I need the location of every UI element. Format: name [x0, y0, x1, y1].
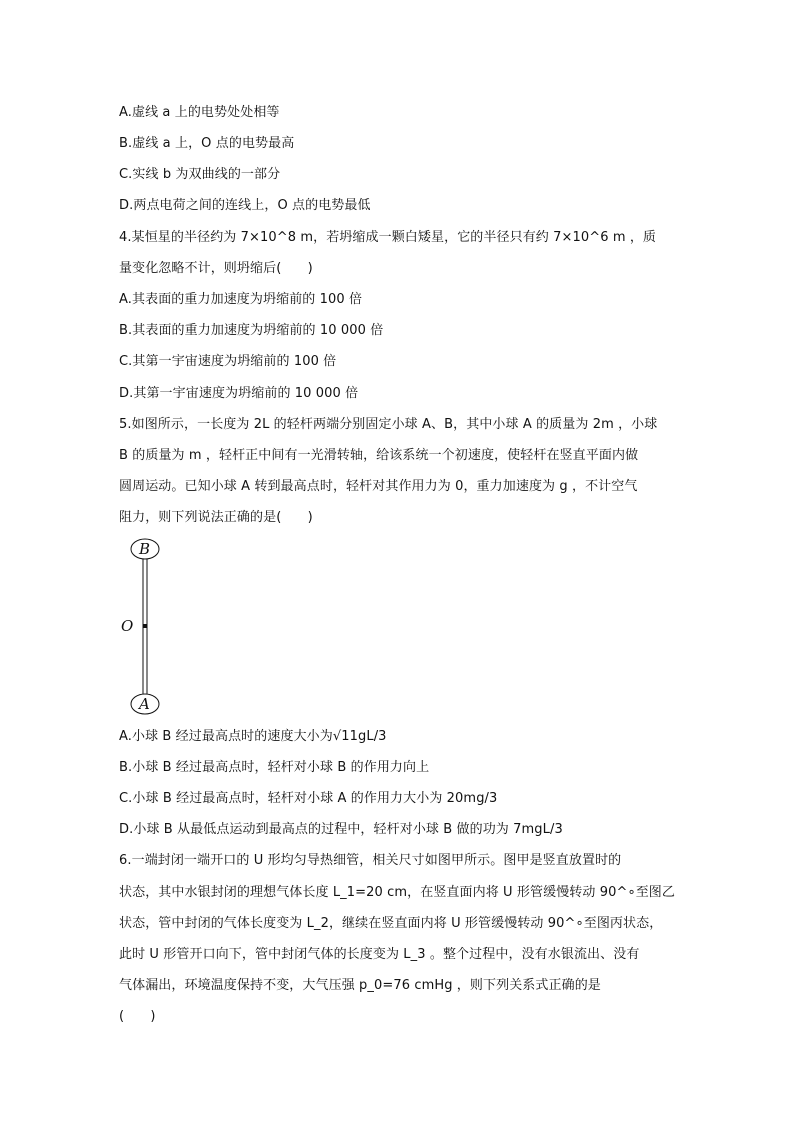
q6-stem-line-3: 状态，管中封闭的气体长度变为 L_2，继续在竖直面内将 U 形管缓慢转动 90^∘至图丙状态，: [119, 916, 663, 931]
pivot-o-label: O: [121, 617, 134, 635]
q3-option-a: A.虚线 a 上的电势处处相等: [119, 105, 280, 120]
q4-option-c: C.其第一宇宙速度为坍缩前的 100 倍: [119, 354, 337, 369]
q6-stem-line-1: 6.一端封闭一端开口的 U 形均匀导热细管，相关尺寸如图甲所示。图甲是竖直放置时的: [119, 853, 622, 868]
q5-stem-line-1: 5.如图所示，一长度为 2L 的轻杆两端分别固定小球 A、B，其中小球 A 的质量为 2m ，小球: [119, 417, 658, 432]
rod-figure: [118, 536, 170, 718]
q3-option-d: D.两点电荷之间的连线上，O 点的电势最低: [119, 198, 371, 213]
q5-option-d: D.小球 B 从最低点运动到最高点的过程中，轻杆对小球 B 做的功为 7mgL/3: [119, 822, 563, 837]
ball-b-label: B: [139, 540, 151, 558]
q5-option-a: A.小球 B 经过最高点时的速度大小为√11gL/3: [119, 729, 387, 744]
q4-option-a: A.其表面的重力加速度为坍缩前的 100 倍: [119, 292, 363, 307]
q5-option-b: B.小球 B 经过最高点时，轻杆对小球 B 的作用力向上: [119, 760, 430, 775]
ball-a-label: A: [139, 695, 150, 713]
q5-stem-line-4: 阻力，则下列说法正确的是( ): [119, 510, 313, 525]
pivot-dot: [143, 624, 147, 628]
q3-option-c: C.实线 b 为双曲线的一部分: [119, 167, 281, 182]
q6-stem-line-4: 此时 U 形管开口向下，管中封闭气体的长度变为 L_3 。整个过程中，没有水银流出、没有: [119, 947, 640, 962]
q4-stem-line-2: 量变化忽略不计，则坍缩后( ): [119, 261, 313, 276]
q6-stem-line-6: ( ): [119, 1009, 156, 1024]
q4-option-b: B.其表面的重力加速度为坍缩前的 10 000 倍: [119, 323, 384, 338]
q6-stem-line-2: 状态，其中水银封闭的理想气体长度 L_1=20 cm，在竖直面内将 U 形管缓慢转动 90^∘至图乙: [119, 885, 676, 900]
q6-stem-line-5: 气体漏出，环境温度保持不变，大气压强 p_0=76 cmHg ，则下列关系式正确的是: [119, 978, 601, 993]
q4-stem-line-1: 4.某恒星的半径约为 7×10^8 m，若坍缩成一颗白矮星，它的半径只有约 7×10^6 m ，质: [119, 230, 657, 245]
q3-option-b: B.虚线 a 上，O 点的电势最高: [119, 136, 295, 151]
q4-option-d: D.其第一宇宙速度为坍缩前的 10 000 倍: [119, 386, 359, 401]
q5-option-c: C.小球 B 经过最高点时，轻杆对小球 A 的作用力大小为 20mg/3: [119, 791, 498, 806]
q5-stem-line-3: 圆周运动。已知小球 A 转到最高点时，轻杆对其作用力为 0，重力加速度为 g ，不计空气: [119, 479, 638, 494]
q5-stem-line-2: B 的质量为 m ，轻杆正中间有一光滑转轴，给该系统一个初速度，使轻杆在竖直平面内做: [119, 448, 639, 463]
